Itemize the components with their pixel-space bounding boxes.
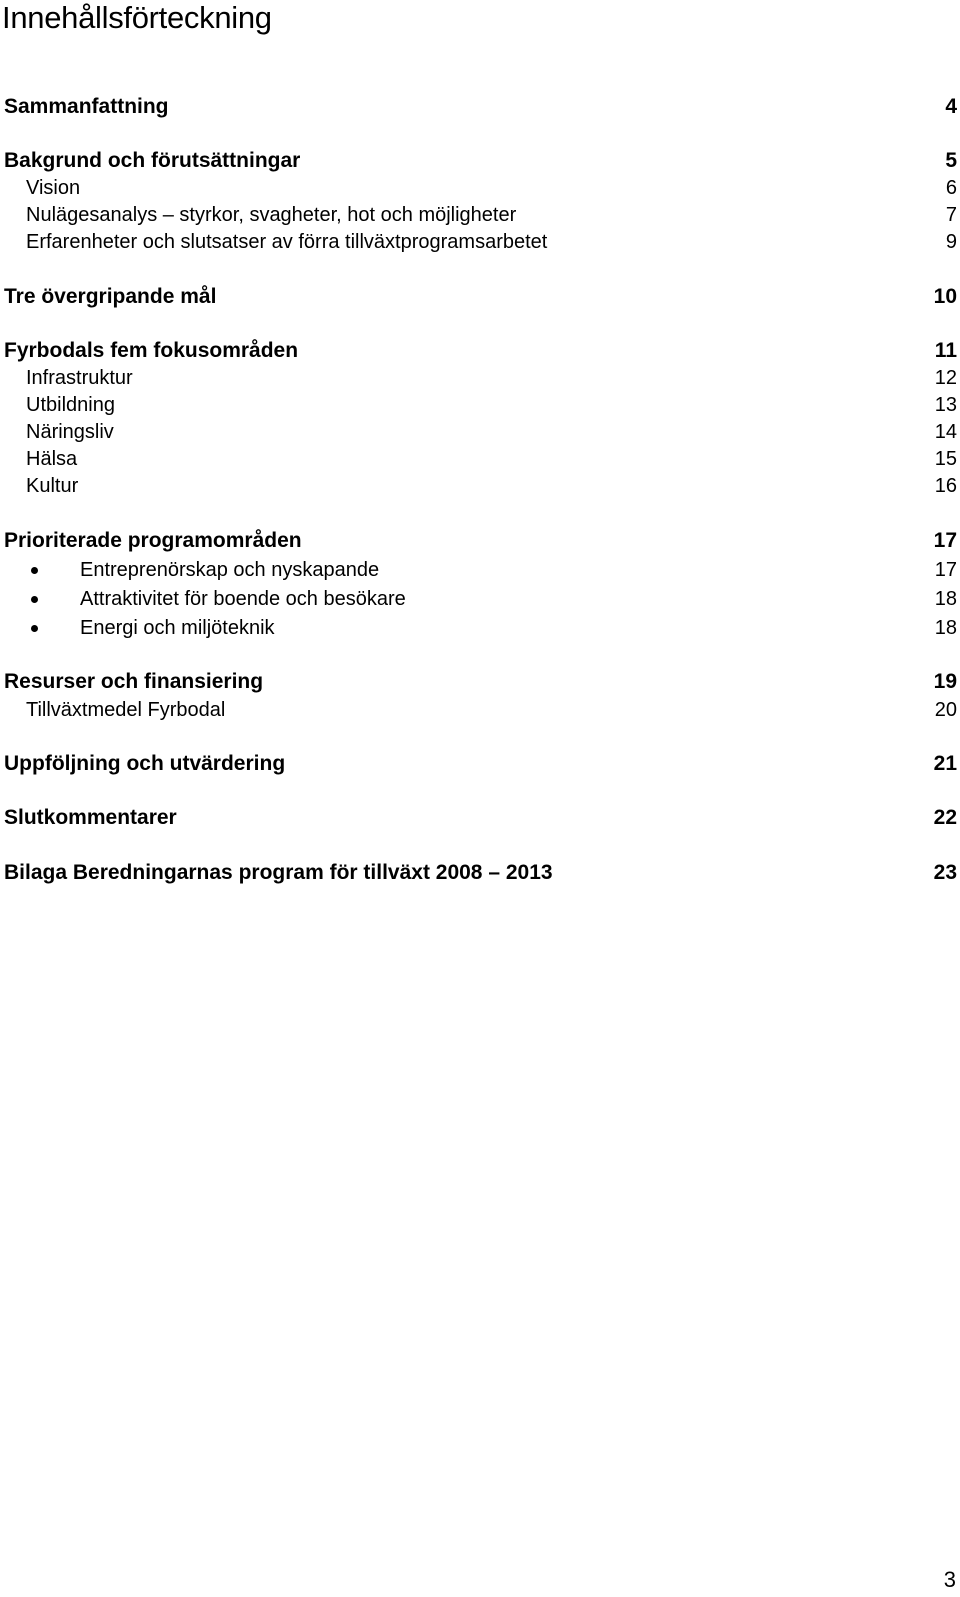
- toc-entry-halsa[interactable]: [4, 446, 957, 472]
- toc-entry-label: Tre övergripande mål: [4, 285, 217, 308]
- toc-entry-page: 18: [934, 588, 957, 610]
- toc-entry-label: Kultur: [26, 475, 79, 497]
- page-title: Innehållsförteckning: [2, 0, 272, 35]
- toc-entry-page: 18: [934, 617, 957, 639]
- toc-entry-label: Prioriterade programområden: [4, 529, 302, 552]
- toc-entry-label: Nulägesanalys – styrkor, svagheter, hot och möjligheter: [26, 204, 517, 226]
- toc-entry-page: 20: [934, 699, 957, 721]
- toc-entry-label: Energi och miljöteknik: [80, 617, 275, 639]
- toc-entry-label: Bakgrund och förutsättningar: [4, 149, 301, 172]
- toc-entry-page: 5: [945, 149, 957, 172]
- toc-entry-page: 19: [933, 670, 957, 693]
- toc-entry-label: Bilaga Beredningarnas program för tillväxt 2008 – 2013: [4, 861, 553, 884]
- toc-entry-page: 22: [933, 806, 957, 829]
- toc-entry-erfarenheter[interactable]: [4, 229, 957, 255]
- toc-entry-kultur[interactable]: [4, 473, 957, 499]
- toc-entry-attraktivitet[interactable]: [4, 586, 957, 612]
- toc-entry-uppfoljning[interactable]: [4, 751, 957, 777]
- page-number: 3: [943, 1567, 956, 1592]
- toc-entry-programomraden[interactable]: [4, 528, 957, 554]
- toc-entry-bakgrund[interactable]: [4, 148, 957, 174]
- toc-entry-slutkommentarer[interactable]: [4, 805, 957, 831]
- toc-entry-label: Fyrbodals fem fokusområden: [4, 339, 299, 362]
- toc-entry-label: Slutkommentarer: [4, 806, 177, 829]
- toc-entry-page: 16: [934, 475, 957, 497]
- toc-entry-page: 11: [934, 339, 957, 362]
- toc-entry-label: Infrastruktur: [26, 367, 133, 389]
- toc-entry-label: Resurser och finansiering: [4, 670, 264, 693]
- toc-entry-label: Näringsliv: [26, 421, 114, 443]
- toc-entry-label: Attraktivitet för boende och besökare: [80, 588, 406, 610]
- toc-entry-page: 14: [934, 421, 957, 443]
- toc-entry-page: 21: [933, 752, 957, 775]
- toc-entry-page: 23: [933, 861, 957, 884]
- toc-entry-label: Entreprenörskap och nyskapande: [80, 559, 380, 581]
- toc-entry-energi[interactable]: [4, 615, 957, 641]
- toc-entry-label: Sammanfattning: [4, 95, 169, 118]
- toc-entry-infrastruktur[interactable]: [4, 365, 957, 391]
- toc-entry-label: Uppföljning och utvärdering: [4, 752, 286, 775]
- toc-entry-page: 17: [933, 529, 957, 552]
- toc-entry-page: 12: [934, 367, 957, 389]
- toc-entry-page: 10: [933, 285, 957, 308]
- toc-entry-tre-mal[interactable]: [4, 284, 957, 310]
- toc-entry-page: 15: [934, 448, 957, 470]
- toc-entry-label: Vision: [26, 177, 81, 199]
- toc-entry-page: 9: [945, 231, 957, 253]
- toc-entry-vision[interactable]: [4, 175, 957, 201]
- toc-entry-label: Tillväxtmedel Fyrbodal: [26, 699, 226, 721]
- toc-entry-page: 4: [945, 95, 957, 118]
- toc-entry-page: 7: [945, 204, 957, 226]
- toc-entry-page: 17: [934, 559, 957, 581]
- toc-entry-entreprenorskap[interactable]: [4, 557, 957, 583]
- toc-entry-page: 13: [934, 394, 957, 416]
- toc-entry-label: Erfarenheter och slutsatser av förra tillväxtprogramsarbetet: [26, 231, 548, 253]
- toc-entry-page: 6: [945, 177, 957, 199]
- toc-entry-sammanfattning[interactable]: [4, 94, 957, 120]
- toc-entry-label: Hälsa: [26, 448, 78, 470]
- toc-entry-tillvaxtmedel[interactable]: [4, 697, 957, 723]
- toc-entry-resurser[interactable]: [4, 669, 957, 695]
- toc-entry-naringsliv[interactable]: [4, 419, 957, 445]
- toc-entry-nulagesanalys[interactable]: [4, 202, 957, 228]
- toc-entry-utbildning[interactable]: [4, 392, 957, 418]
- toc-entry-label: Utbildning: [26, 394, 115, 416]
- toc-entry-fokusomraden[interactable]: [4, 338, 957, 364]
- toc-entry-bilaga[interactable]: [4, 860, 957, 886]
